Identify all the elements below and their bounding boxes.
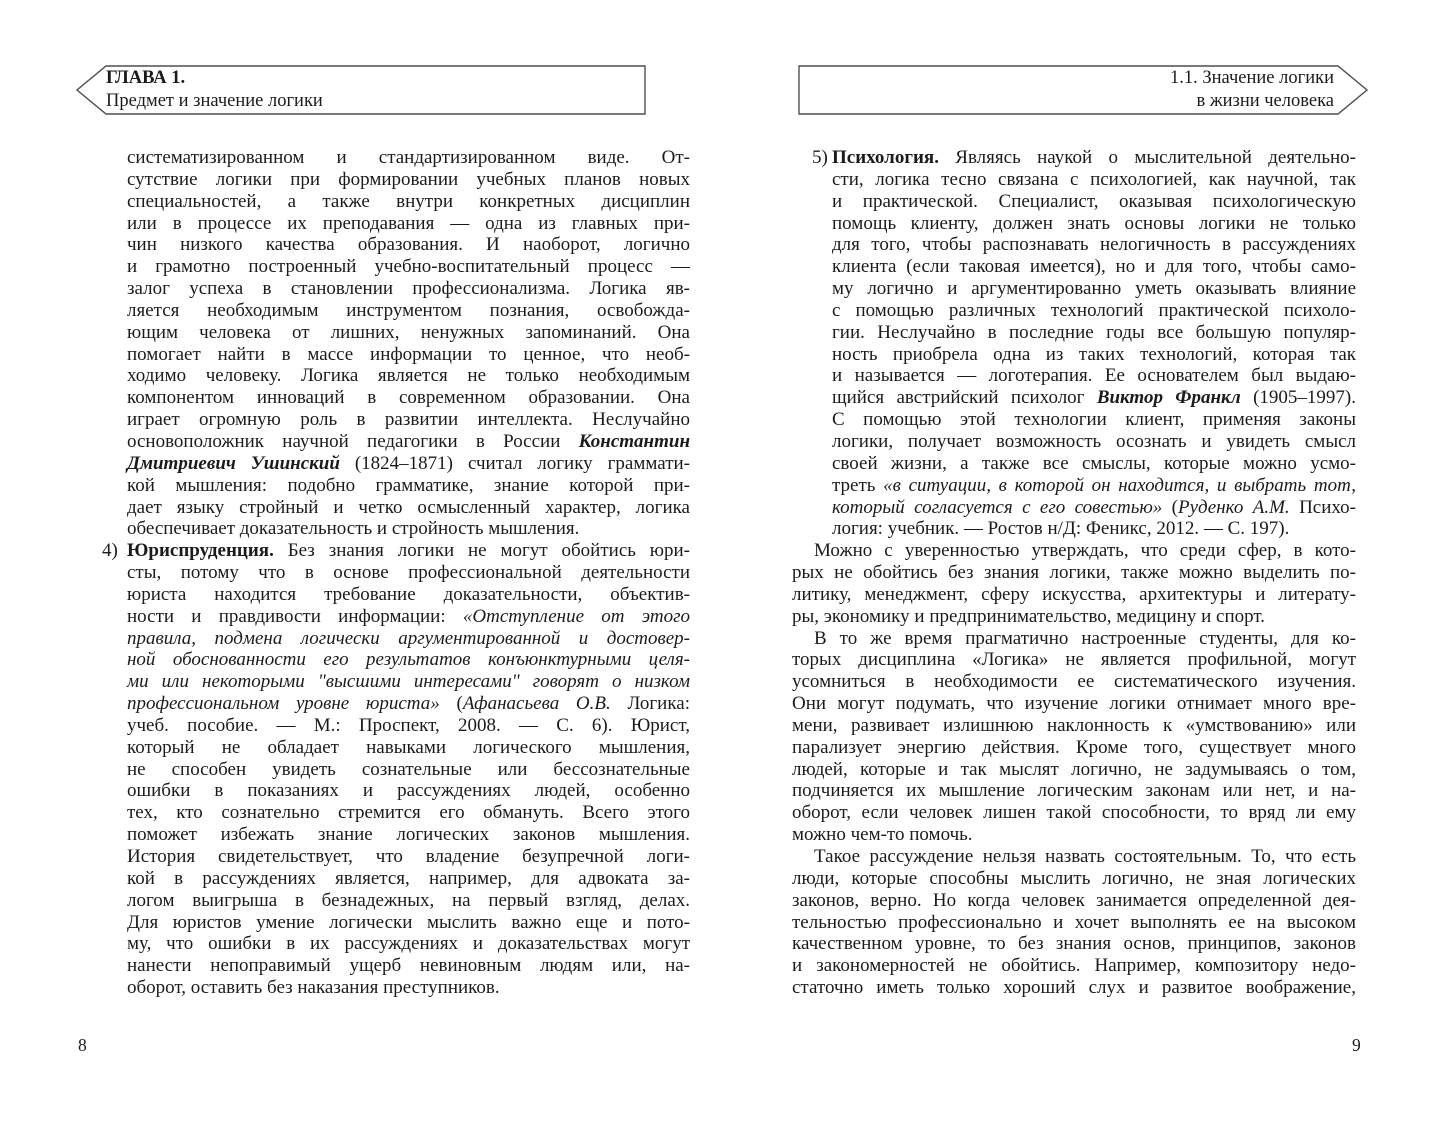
text-line: людей, которые и так мыслят логично, не задумываясь о том, <box>792 758 1356 780</box>
text-line: ошибки в показаниях и рассуждениях людей, особенно <box>127 780 690 802</box>
text-line: законов, верно. Но когда человек занимается определенной дея- <box>792 889 1356 911</box>
text-line: помогает найти в массе информации то ценное, что необ- <box>127 343 690 365</box>
text-line: С помощью этой технологии клиент, применяя законы <box>832 409 1356 431</box>
right-page-text <box>792 147 1356 999</box>
text-line: Они могут подумать, что изучение логики отнимает много вре- <box>792 693 1356 715</box>
list-item-marker: 4) <box>102 540 118 562</box>
text-line: профессиональном уровне юриста» (Афанасьева О.В. Логика: <box>127 693 691 715</box>
text-line: основоположник научной педагогики в России Константин <box>127 430 690 452</box>
page-number-left: 8 <box>78 1035 87 1055</box>
text-line: дает языку стройный и четко осмысленный характер, логика <box>127 496 690 518</box>
text-line: который согласуется с его совестью» (Руденко А.М. Психо- <box>832 496 1356 518</box>
text-line: щийся австрийский психолог Виктор Франкл (1905–1997). <box>832 387 1357 409</box>
right-running-header <box>798 65 1368 115</box>
text-line: качественном уровне, то без знания основ, принципов, законов <box>792 933 1356 955</box>
left-page-text <box>102 147 691 999</box>
text-line: ляется необходимым инструментом познания, освобожда- <box>127 299 690 321</box>
text-line: правила, подмена логически аргументированной и достовер- <box>127 627 690 649</box>
text-line: учеб. пособие. — М.: Проспект, 2008. — С. 6). Юрист, <box>127 714 690 736</box>
section-title-label: в жизни человека <box>1196 91 1334 111</box>
text-line: клиента (если таковая имеется), но и для того, чтобы само- <box>832 256 1356 278</box>
text-line: и грамотно построенный учебно-воспитательный процесс — <box>127 256 690 278</box>
text-line: статочно иметь только хороший слух и развитое воображение, <box>792 977 1356 999</box>
text-line: ности и правдивости информации: «Отступление от этого <box>127 605 690 627</box>
text-line: рых не обойтись без знания логики, также можно выделить по- <box>792 562 1356 584</box>
text-line: мени, развивает излишнюю наклонность к «умствованию» или <box>792 714 1356 736</box>
text-line: для того, чтобы распознавать нелогичность в рассуждениях <box>832 234 1356 256</box>
text-line: му логично и аргументированно уметь оказывать влияние <box>832 278 1356 300</box>
text-line: ры, экономику и предпринимательство, медицину и спорт. <box>792 605 1265 627</box>
list-item-marker: 5) <box>812 147 828 168</box>
text-line: логия: учебник. — Ростов н/Д: Феникс, 2012. — С. 197). <box>832 518 1290 540</box>
text-line: и закономерностей не обойтись. Например, композитору недо- <box>792 955 1356 977</box>
text-line: сты, потому что в основе профессиональной деятельности <box>127 562 690 584</box>
text-line: логом выигрыша в безнадежных, на первый взгляд, делах. <box>127 889 690 911</box>
text-line: или в процессе их преподавания — одна из главных при- <box>127 212 690 234</box>
text-line: компонентом инноваций в современном образовании. Она <box>127 387 690 409</box>
text-line: Такое рассуждение нельзя назвать состоятельным. То, что есть <box>814 846 1356 867</box>
text-line: помощь клиенту, должен знать основы логики не только <box>832 212 1356 234</box>
text-line: ходимо человеку. Логика является не только необходимым <box>127 365 690 387</box>
text-line: ность приобрела одна из таких технологий, которая так <box>832 343 1356 365</box>
text-line: специальностей, а также внутри конкретных дисциплин <box>127 190 690 212</box>
text-line: который не обладает навыками логического мышления, <box>127 736 690 758</box>
chapter-title-label: Предмет и значение логики <box>106 91 323 111</box>
text-line: не способен увидеть сознательные или бессознательные <box>127 758 690 780</box>
page-number-right: 9 <box>1352 1035 1361 1055</box>
text-line: можно чем-то помочь. <box>792 824 973 846</box>
text-line: литику, менеджмент, сферу искусства, архитектуры и литерату- <box>792 583 1356 605</box>
text-line: и практической. Специалист, оказывая психологическую <box>832 190 1356 212</box>
text-line: усомниться в необходимости ее систематического изучения. <box>792 671 1356 693</box>
text-line: кой в рассуждениях является, например, для адвоката за- <box>127 867 690 889</box>
text-line: юриста находится требование доказательности, объектив- <box>127 583 690 605</box>
text-line: История свидетельствует, что владение безупречной логи- <box>127 846 690 867</box>
text-line: нанести непоправимый ущерб невиновным людям или, на- <box>127 955 690 977</box>
text-line: тех, кто сознательно стремится его обмануть. Всего этого <box>127 802 690 824</box>
text-line: залог успеха в становлении профессионализма. Логика яв- <box>127 278 690 300</box>
text-line: кой мышления: подобно грамматике, знание которой при- <box>127 474 690 496</box>
text-line: с помощью различных технологий практической психоло- <box>832 299 1356 321</box>
text-line: оборот, если человек лишен такой способности, то вряд ли ему <box>792 802 1356 824</box>
section-number-label: 1.1. Значение логики <box>1169 68 1334 88</box>
text-line: оборот, оставить без наказания преступников. <box>127 977 500 999</box>
text-line: обеспечивает доказательность и стройность мышления. <box>127 518 580 540</box>
text-line: Для юристов умение логически мыслить важно еще и пото- <box>127 911 690 933</box>
text-line: треть «в ситуации, в которой он находится, и выбрать тот, <box>832 474 1357 496</box>
text-line: гии. Неслучайно в последние годы все большую популяр- <box>832 321 1356 343</box>
text-line: играет огромную роль в развитии интеллекта. Неслучайно <box>127 409 690 431</box>
text-line: подчиняется их мышление логическим законам или нет, и на- <box>792 780 1356 802</box>
text-line: му, что ошибки в их рассуждениях и доказательствах могут <box>127 933 690 955</box>
text-line: систематизированном и стандартизированном виде. От- <box>127 147 690 168</box>
text-line: ми или некоторыми "высшими интересами" говорят о низком <box>127 671 690 693</box>
text-line: люди, которые способны мыслить логично, не зная логических <box>792 867 1356 889</box>
text-line: логики, получает возможность осознать и увидеть смысл <box>832 430 1356 452</box>
text-line: Можно с уверенностью утверждать, что среди сфер, в кото- <box>814 540 1356 562</box>
text-line: тельностью профессионально и хочет выполнять ее на высоком <box>792 911 1356 933</box>
text-line: ющим человека от лишних, ненужных запоминаний. Она <box>127 321 690 343</box>
text-line: поможет избежать знание логических законов мышления. <box>127 824 690 846</box>
text-line: парализует энергию действия. Кроме того, существует много <box>792 736 1356 758</box>
text-line: В то же время прагматично настроенные студенты, для ко- <box>814 627 1356 649</box>
text-line: и называется — логотерапия. Ее основателем был выдаю- <box>832 365 1356 387</box>
text-line: сутствие логики при формировании учебных планов новых <box>127 168 690 190</box>
chapter-number-label: ГЛАВА 1. <box>106 68 186 88</box>
text-line: сти, логика тесно связана с психологией, как научной, так <box>832 168 1356 190</box>
text-line: чин низкого качества образования. И наоборот, логично <box>127 234 690 256</box>
text-line: 5) Психология. Являясь наукой о мыслительной деятельно- <box>812 147 1356 168</box>
text-line: 4) Юриспруденция. Без знания логики не могут обойтись юри- <box>102 540 690 562</box>
left-running-header <box>76 65 646 115</box>
text-line: ной обоснованности его результатов конъюнктурными целя- <box>127 649 690 671</box>
text-line: своей жизни, а также все смыслы, которые можно усмо- <box>832 452 1356 474</box>
text-line: Дмитриевич Ушинский (1824–1871) считал логику граммати- <box>127 452 690 474</box>
text-line: торых дисциплина «Логика» не является профильной, могут <box>792 649 1356 671</box>
